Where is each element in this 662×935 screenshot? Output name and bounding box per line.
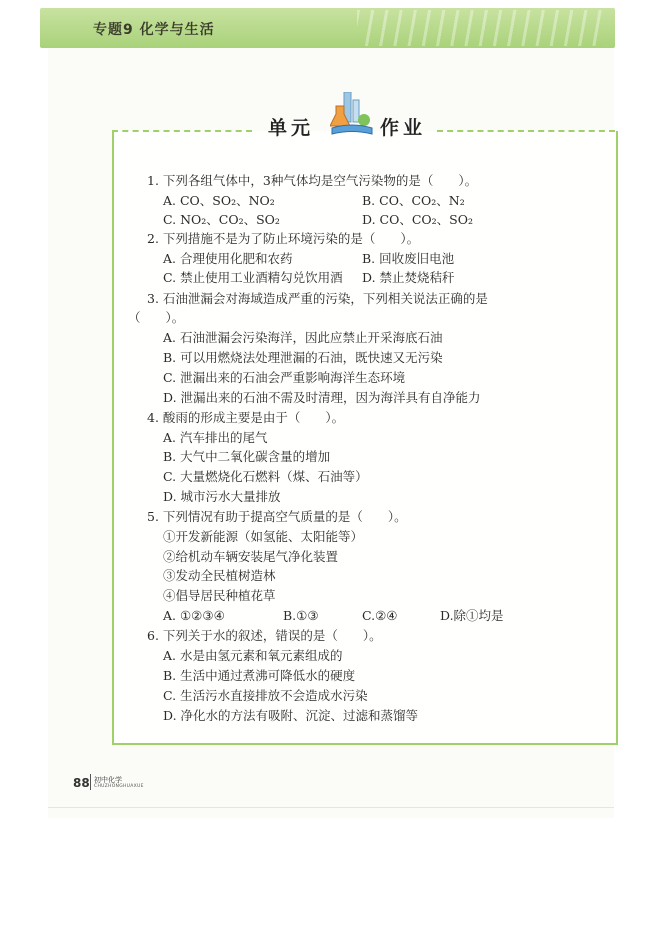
book-title-pinyin: CHUZHONGHUAXUE (94, 784, 144, 789)
q4-stem: 4. 酸雨的形成主要是由于（ ）。 (147, 410, 345, 425)
box-top-dashes-right (437, 130, 615, 132)
page-edge (48, 807, 614, 808)
q5-statement-3: ③发动全民植树造林 (163, 568, 276, 583)
q3-stem: 3. 石油泄漏会对海域造成严重的污染，下列相关说法正确的是 (147, 291, 488, 306)
q5-option-b: B.①③ (283, 608, 319, 623)
q3-option-b: B. 可以用燃烧法处理泄漏的石油，既快速又无污染 (163, 350, 443, 365)
chapter-title: 专题9 化学与生活 (93, 22, 215, 38)
q1-option-c: C. NO₂、CO₂、SO₂ (163, 212, 280, 227)
q5-statement-1: ①开发新能源（如氢能、太阳能等） (163, 529, 364, 544)
page-number: 88 (73, 776, 90, 790)
q2-stem: 2. 下列措施不是为了防止环境污染的是（ ）。 (147, 231, 420, 246)
q1-stem: 1. 下列各组气体中，3种气体均是空气污染物的是（ ）。 (147, 173, 478, 188)
q3-option-c: C. 泄漏出来的石油会严重影响海洋生态环境 (163, 370, 406, 385)
q5-statement-4: ④倡导居民种植花草 (163, 588, 276, 603)
q1-option-b: B. CO、CO₂、N₂ (362, 193, 465, 208)
footer-divider (90, 774, 91, 790)
unit-title-left: 单元 (268, 117, 315, 139)
q3-stem-continued: （ ）。 (128, 310, 185, 325)
q3-option-a: A. 石油泄漏会污染海洋，因此应禁止开采海底石油 (163, 330, 443, 345)
q6-option-a: A. 水是由氢元素和氧元素组成的 (163, 648, 343, 663)
q4-option-c: C. 大量燃烧化石燃料（煤、石油等） (163, 469, 368, 484)
q4-option-d: D. 城市污水大量排放 (163, 489, 281, 504)
q1-option-a: A. CO、SO₂、NO₂ (163, 193, 275, 208)
book-title: 初中化学 (94, 776, 122, 784)
q6-option-b: B. 生活中通过煮沸可降低水的硬度 (163, 668, 356, 683)
q5-stem: 5. 下列情况有助于提高空气质量的是（ ）。 (147, 509, 407, 524)
q5-statement-2: ②给机动车辆安装尾气净化装置 (163, 549, 339, 564)
box-top-dashes-left (112, 130, 252, 132)
header-band-decoration (357, 10, 607, 46)
flask-book-icon (330, 92, 374, 138)
q4-option-a: A. 汽车排出的尾气 (163, 430, 268, 445)
q6-stem: 6. 下列关于水的叙述，错误的是（ ）。 (147, 628, 382, 643)
q2-option-a: A. 合理使用化肥和农药 (163, 251, 293, 266)
q2-option-b: B. 回收废旧电池 (362, 251, 455, 266)
q5-option-d: D.除①均是 (440, 608, 504, 623)
q6-option-d: D. 净化水的方法有吸附、沉淀、过滤和蒸馏等 (163, 708, 419, 723)
q2-option-c: C. 禁止使用工业酒精勾兑饮用酒 (163, 270, 343, 285)
q3-option-d: D. 泄漏出来的石油不需及时清理，因为海洋具有自净能力 (163, 390, 481, 405)
q6-option-c: C. 生活污水直接排放不会造成水污染 (163, 688, 368, 703)
q5-option-a: A. ①②③④ (163, 608, 225, 623)
unit-title-right: 作业 (380, 117, 427, 139)
q1-option-d: D. CO、CO₂、SO₂ (362, 212, 473, 227)
q4-option-b: B. 大气中二氧化碳含量的增加 (163, 449, 331, 464)
q2-option-d: D. 禁止焚烧秸秆 (362, 270, 455, 285)
q5-option-c: C.②④ (362, 608, 398, 623)
